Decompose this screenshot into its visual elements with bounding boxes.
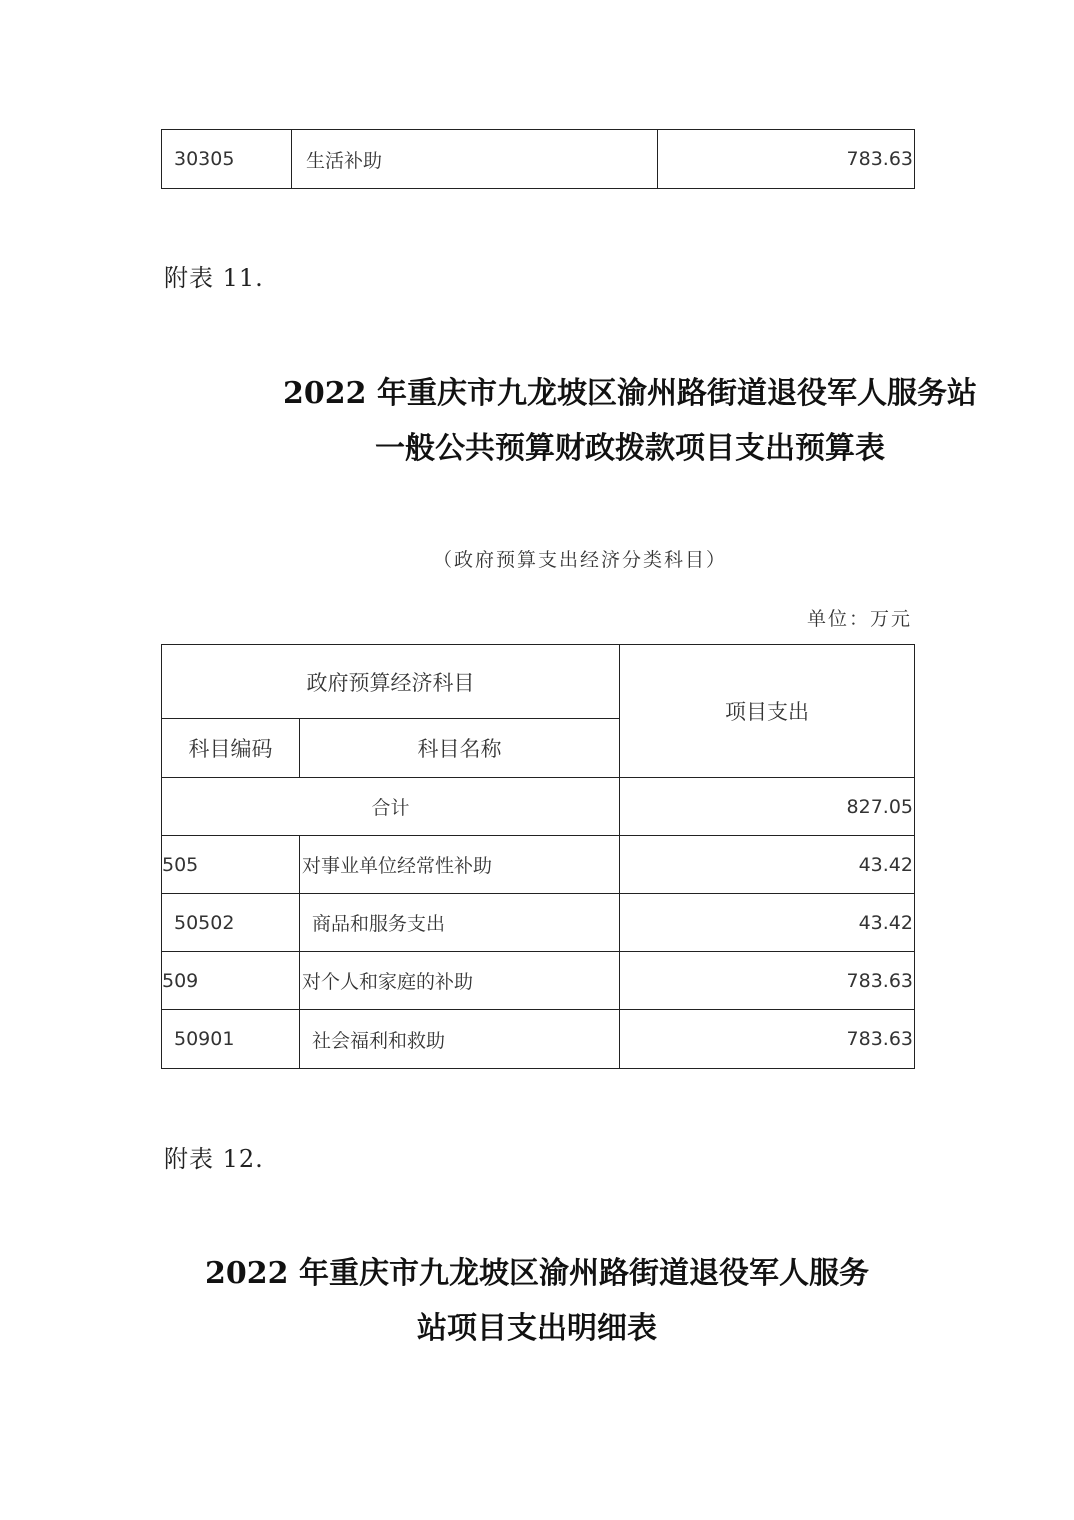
top-table (161, 129, 915, 189)
amount-cell: 43.42 (620, 894, 915, 952)
unit-label: 单位：万元 (806, 608, 912, 630)
amount-cell: 783.63 (620, 1010, 915, 1069)
name-cell: 生活补助 (292, 130, 658, 189)
appendix-12-title-line1: 2022 年重庆市九龙坡区渝州路街道退役军人服务 (205, 1256, 869, 1291)
code-cell: 505 (162, 836, 300, 894)
table-row (162, 894, 915, 952)
appendix-11-label: 附表 11. (164, 264, 264, 292)
header-code: 科目编码 (162, 719, 300, 778)
appendix-11-table (161, 644, 915, 1069)
appendix-11-title-line1: 2022 年重庆市九龙坡区渝州路街道退役军人服务站 (283, 376, 977, 411)
name-cell: 对事业单位经常性补助 (300, 836, 620, 894)
total-label: 合计 (162, 778, 620, 836)
name-cell: 对个人和家庭的补助 (300, 952, 620, 1010)
header-group: 政府预算经济科目 (162, 645, 620, 719)
table-row (162, 952, 915, 1010)
name-cell: 商品和服务支出 (300, 894, 620, 952)
code-cell: 509 (162, 952, 300, 1010)
code-cell: 30305 (162, 130, 292, 189)
header-row (162, 645, 915, 719)
amount-cell: 783.63 (658, 130, 915, 189)
header-name: 科目名称 (300, 719, 620, 778)
table-row (162, 1010, 915, 1069)
table-row (162, 836, 915, 894)
appendix-11-subtitle: （政府预算支出经济分类科目） (432, 549, 727, 571)
name-cell: 社会福利和救助 (300, 1010, 620, 1069)
total-amount: 827.05 (620, 778, 915, 836)
code-cell: 50502 (162, 894, 300, 952)
table-row (162, 130, 915, 189)
amount-cell: 43.42 (620, 836, 915, 894)
header-amount: 项目支出 (620, 645, 915, 778)
amount-cell: 783.63 (620, 952, 915, 1010)
total-row (162, 778, 915, 836)
appendix-12-label: 附表 12. (164, 1145, 264, 1173)
appendix-11-title-line2: 一般公共预算财政拨款项目支出预算表 (375, 431, 885, 466)
appendix-12-title-line2: 站项目支出明细表 (417, 1311, 657, 1346)
code-cell: 50901 (162, 1010, 300, 1069)
